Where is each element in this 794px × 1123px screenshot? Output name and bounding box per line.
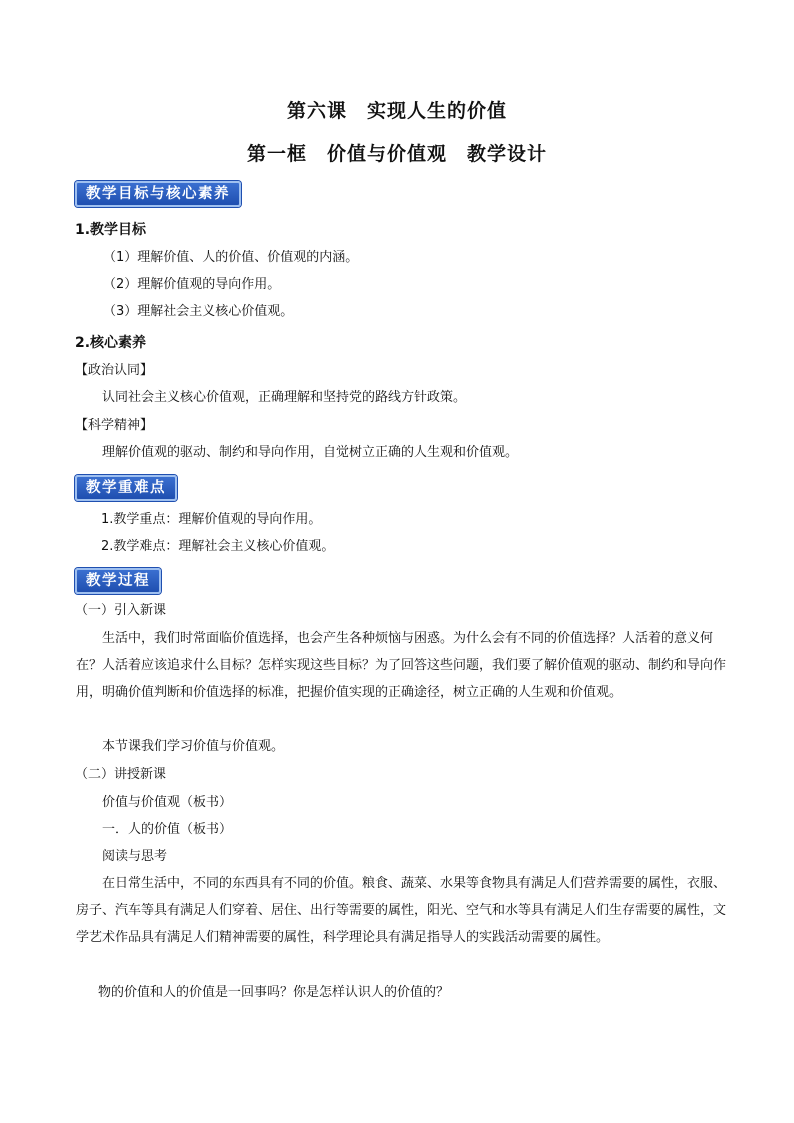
question-line: 物的价值和人的价值是一回事吗？你是怎样认识人的价值的？ <box>98 985 450 1000</box>
goal-item-2: （2）理解价值观的导向作用。 <box>103 277 281 292</box>
goal-item-3: （3）理解社会主义核心价值观。 <box>103 304 294 319</box>
science-label: 【科学精神】 <box>75 418 154 433</box>
badge-keypoints: 教学重难点 <box>75 475 177 501</box>
political-text: 认同社会主义核心价值观，正确理解和坚持党的路线方针政策。 <box>102 390 467 405</box>
intro-paragraph: 生活中，我们时常面临价值选择，也会产生各种烦恼与困惑。为什么会有不同的价值选择？人活着的意义何在？人活着应该追求什么目标？怎样实现这些目标？为了回答这些问题，我们要了解价值观的驱动、制约和导向作用，明确价值判断和价值选择的标准，把握价值实现的正确途径，树立正确的人生观和价值观。 <box>76 631 727 700</box>
keypoint-difficulty: 2.教学难点：理解社会主义核心价值观。 <box>101 539 335 554</box>
goal-item-1: （1）理解价值、人的价值、价值观的内涵。 <box>103 250 359 265</box>
goals-heading: 1.教学目标 <box>75 222 147 238</box>
badge-goals: 教学目标与核心素养 <box>75 181 241 207</box>
intro-line2: 本节课我们学习价值与价值观。 <box>102 739 285 754</box>
lesson-title: 第六课 实现人生的价值 <box>286 100 507 122</box>
science-text: 理解价值观的驱动、制约和导向作用，自觉树立正确的人生观和价值观。 <box>102 445 519 460</box>
literacy-heading: 2.核心素养 <box>75 335 147 351</box>
keypoint-focus: 1.教学重点：理解价值观的导向作用。 <box>101 512 322 527</box>
body-paragraph: 在日常生活中，不同的东西具有不同的价值。粮食、蔬菜、水果等食物具有满足人们营养需要的属性，衣服、房子、汽车等具有满足人们穿着、居住、出行等需要的属性，阳光、空气和水等具有满足人们生存需要的属性，文学艺术作品具有满足人们精神需要的属性，科学理论具有满足指导人的实践活动需要的属性。 <box>76 876 727 945</box>
political-label: 【政治认同】 <box>75 363 154 378</box>
part2-heading: （二）讲授新课 <box>75 767 167 782</box>
badge-process: 教学过程 <box>75 568 161 594</box>
board-note-2: 一．人的价值（板书） <box>102 822 233 837</box>
read-think: 阅读与思考 <box>102 849 168 864</box>
board-note-1: 价值与价值观（板书） <box>102 795 233 810</box>
part1-heading: （一）引入新课 <box>75 603 167 618</box>
section-title: 第一框 价值与价值观 教学设计 <box>246 143 547 165</box>
